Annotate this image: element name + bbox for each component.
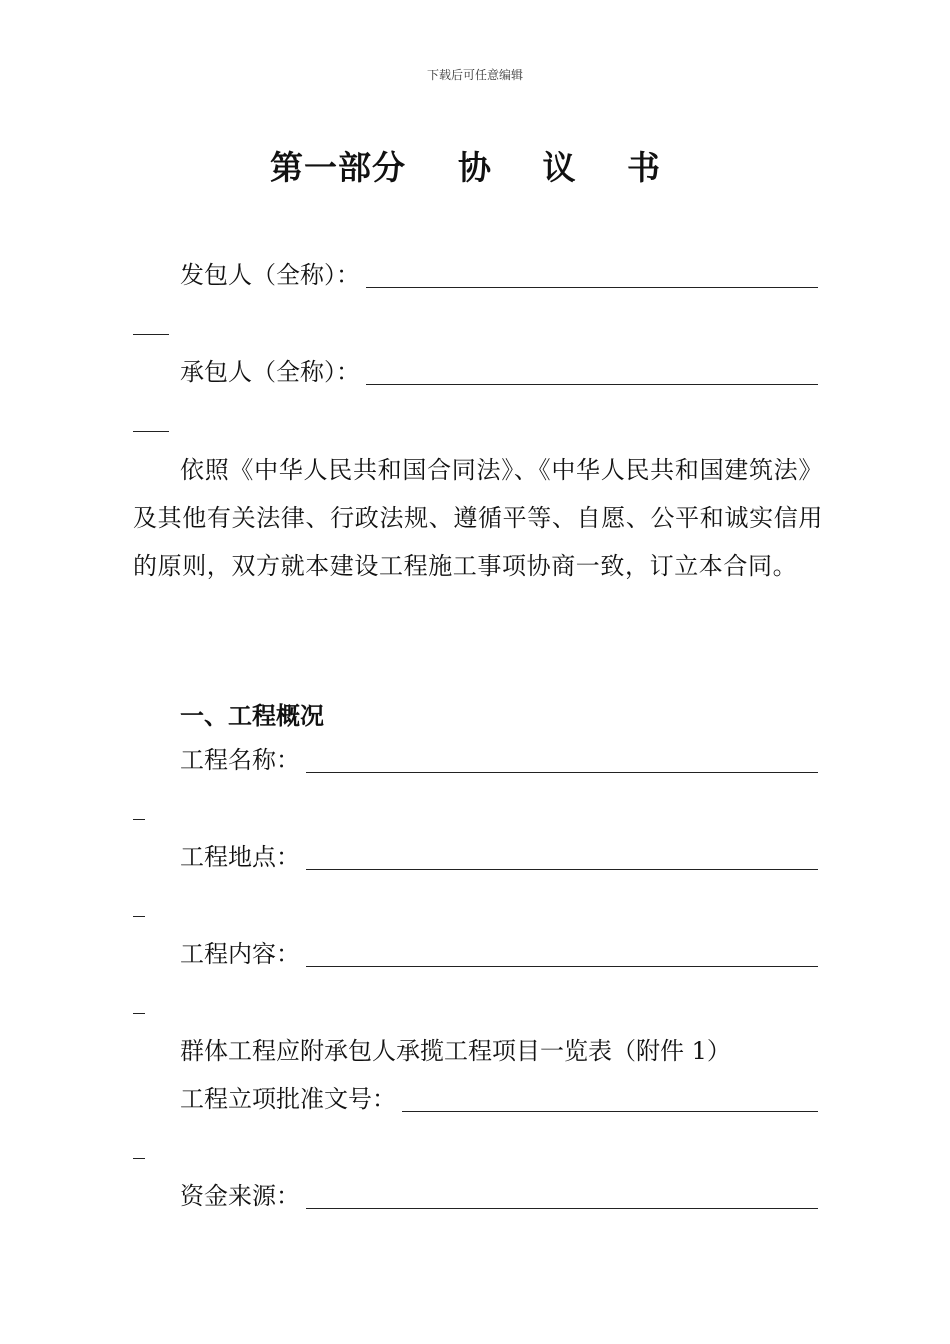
contractor-field[interactable]	[180, 353, 818, 389]
project-location-blank-line[interactable]	[306, 868, 818, 870]
approval-number-blank-line-wrap	[133, 1157, 145, 1159]
funding-source-label: 资金来源：	[180, 1182, 300, 1210]
project-location-label: 工程地点：	[180, 843, 300, 871]
employer-label: 发包人（全称）：	[180, 261, 360, 289]
contractor-blank-line-wrap	[133, 430, 169, 432]
approval-number-blank-line[interactable]	[402, 1110, 818, 1112]
employer-blank-line[interactable]	[366, 286, 818, 288]
title-part: 第一部分	[270, 148, 406, 187]
employer-blank-line-wrap	[133, 333, 169, 335]
contractor-label: 承包人（全称）：	[180, 358, 360, 386]
title-name: 协 议 书	[458, 148, 680, 187]
section-heading: 一、工程概况	[180, 702, 324, 730]
preamble-paragraph: 依照《中华人民共和国合同法》、《中华人民共和国建筑法》及其他有关法律、行政法规、遵循平等、自愿、公平和诚实信用的原则，双方就本建设工程施工事项协商一致，订立本合同。	[133, 456, 823, 580]
project-location-blank-line-wrap	[133, 915, 145, 917]
approval-number-label: 工程立项批准文号：	[180, 1085, 396, 1113]
contractor-blank-line[interactable]	[366, 383, 818, 385]
group-project-note: 群体工程应附承包人承揽工程项目一览表（附件 1）	[180, 1037, 731, 1065]
project-name-blank-line-wrap	[133, 818, 145, 820]
page-title	[0, 142, 950, 189]
project-name-label: 工程名称：	[180, 746, 300, 774]
funding-source-blank-line[interactable]	[306, 1207, 818, 1209]
page-header-note: 下载后可任意编辑	[426, 68, 523, 82]
approval-number-field[interactable]	[180, 1080, 818, 1116]
project-name-field[interactable]	[180, 741, 818, 777]
project-content-label: 工程内容：	[180, 940, 300, 968]
project-content-blank-line-wrap	[133, 1012, 145, 1014]
project-content-field[interactable]	[180, 935, 818, 971]
project-name-blank-line[interactable]	[306, 771, 818, 773]
employer-field[interactable]	[180, 256, 818, 292]
project-content-blank-line[interactable]	[306, 965, 818, 967]
project-location-field[interactable]	[180, 838, 818, 874]
funding-source-field[interactable]	[180, 1177, 818, 1213]
